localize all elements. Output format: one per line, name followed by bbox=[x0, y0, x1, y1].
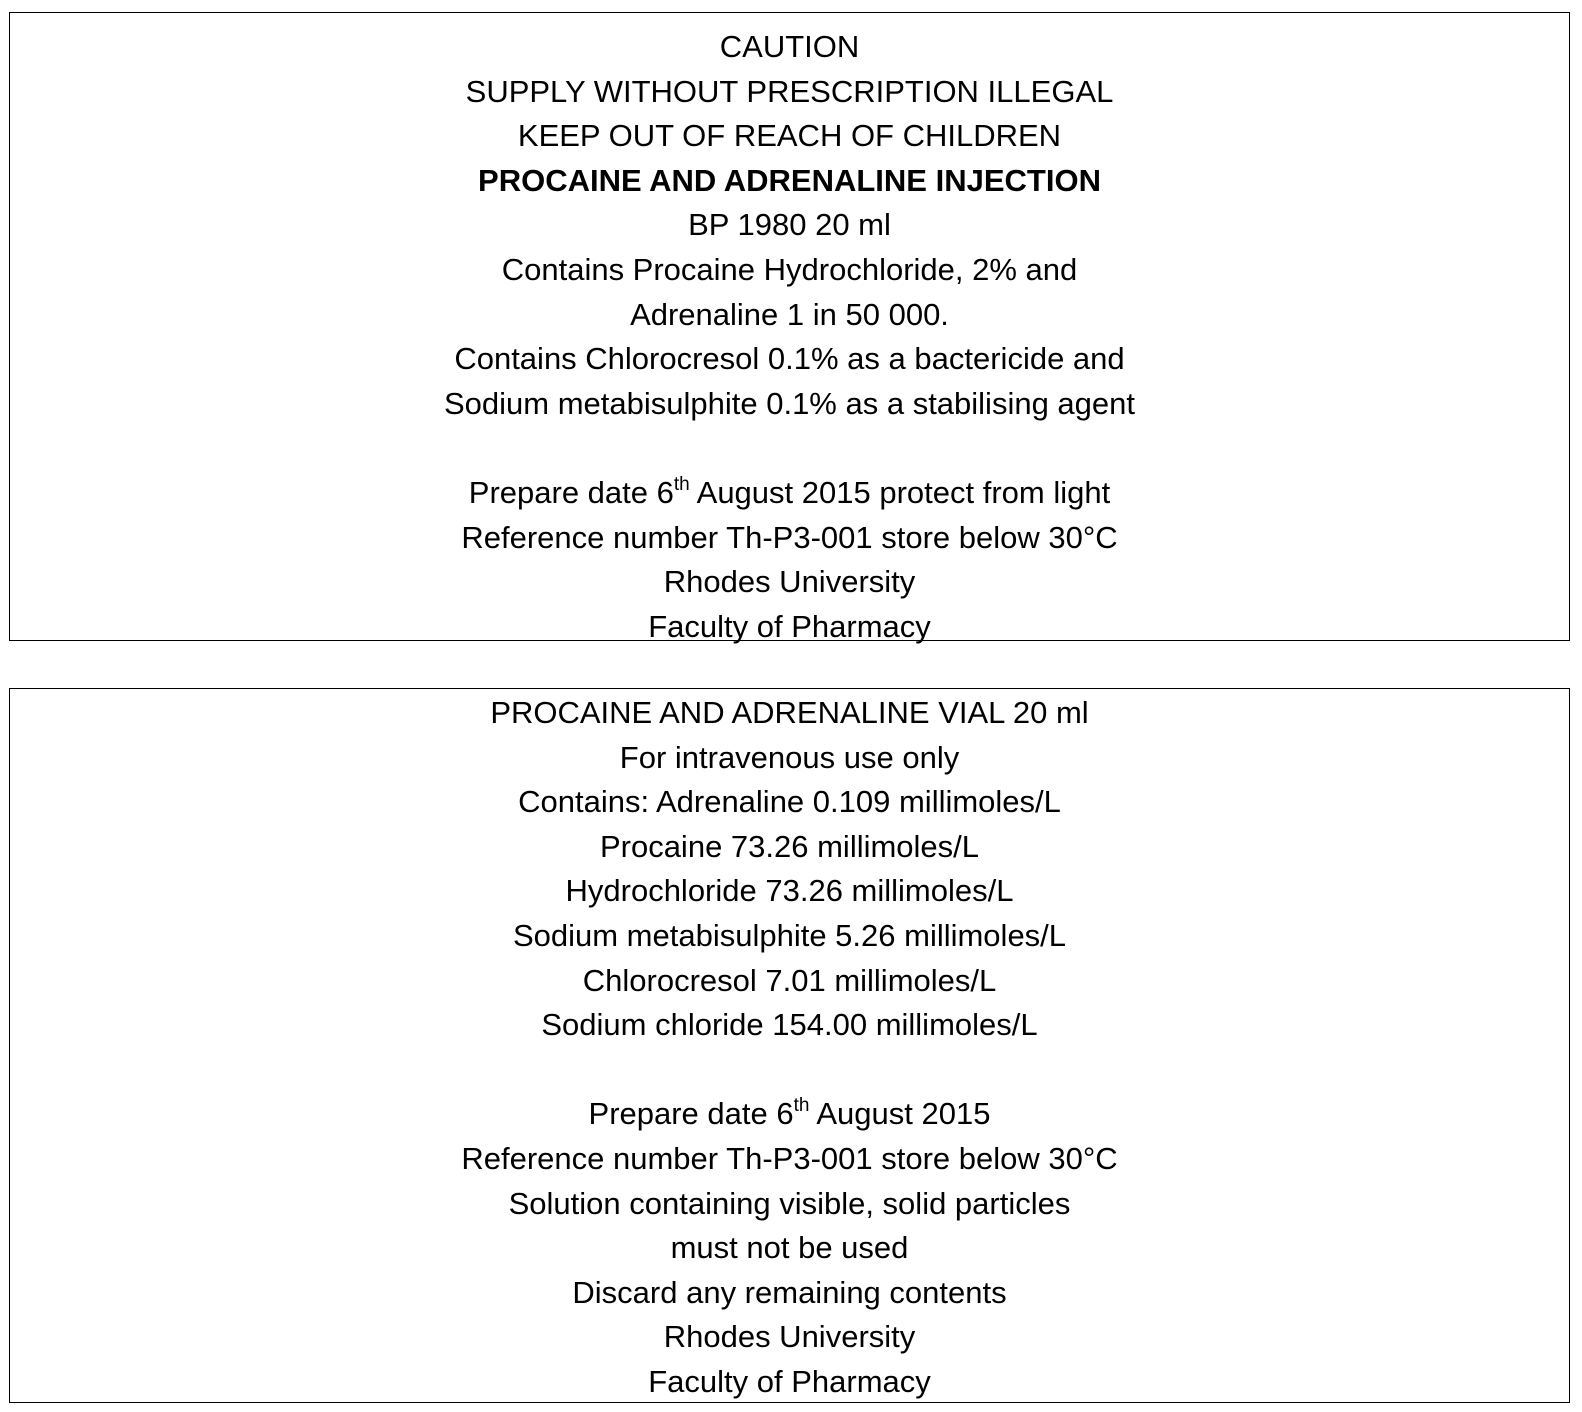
pharmacopoeia-volume: BP 1980 20 ml bbox=[688, 207, 891, 243]
vial-prepare-date bbox=[10, 1092, 1569, 1137]
children-warning: KEEP OUT OF REACH OF CHILDREN bbox=[517, 118, 1062, 154]
contains-line-1: Contains Procaine Hydrochloride, 2% and bbox=[501, 251, 1078, 287]
prepare-date-prefix: Prepare date 6 bbox=[468, 474, 674, 510]
injection-label bbox=[9, 12, 1570, 644]
composition-line: Hydrochloride 73.26 millimoles/L bbox=[565, 873, 1014, 909]
prepare-date-prefix: Prepare date 6 bbox=[588, 1096, 794, 1132]
excipients-line-1: Contains Chlorocresol 0.1% as a bactericide and bbox=[454, 341, 1125, 377]
caution-heading: CAUTION bbox=[719, 29, 860, 64]
composition-line: Chlorocresol 7.01 millimoles/L bbox=[582, 962, 997, 998]
prepare-date bbox=[10, 471, 1569, 516]
product-name: PROCAINE AND ADRENALINE INJECTION bbox=[478, 162, 1101, 198]
composition-line: Contains: Adrenaline 0.109 millimoles/L bbox=[518, 784, 1061, 820]
vial-reference-number: Reference number Th-P3-001 store below 30°C bbox=[461, 1140, 1118, 1176]
discard-instruction: Discard any remaining contents bbox=[572, 1274, 1007, 1310]
spacer bbox=[10, 426, 1569, 471]
prepare-date-ordinal: th bbox=[793, 1095, 810, 1117]
route-of-administration: For intravenous use only bbox=[619, 739, 960, 775]
excipients-line-2: Sodium metabisulphite 0.1% as a stabilising agent bbox=[443, 385, 1136, 421]
composition-line: Sodium chloride 154.00 millimoles/L bbox=[541, 1007, 1038, 1043]
particles-warning-line-1: Solution containing visible, solid particles bbox=[508, 1185, 1071, 1221]
spacer bbox=[10, 1048, 1569, 1093]
vial-institution: Rhodes University bbox=[663, 1319, 916, 1355]
prescription-warning: SUPPLY WITHOUT PRESCRIPTION ILLEGAL bbox=[465, 73, 1114, 109]
contains-line-2: Adrenaline 1 in 50 000. bbox=[630, 296, 949, 332]
vial-label bbox=[9, 688, 1570, 1403]
faculty: Faculty of Pharmacy bbox=[648, 608, 931, 644]
prepare-date-ordinal: th bbox=[673, 473, 690, 495]
vial-product-name: PROCAINE AND ADRENALINE VIAL 20 ml bbox=[490, 695, 1089, 730]
reference-number: Reference number Th-P3-001 store below 30°C bbox=[461, 519, 1118, 555]
prepare-date-suffix: August 2015 bbox=[809, 1096, 991, 1132]
vial-faculty: Faculty of Pharmacy bbox=[648, 1363, 931, 1399]
composition-line: Sodium metabisulphite 5.26 millimoles/L bbox=[512, 917, 1067, 953]
institution: Rhodes University bbox=[663, 564, 916, 600]
prepare-date-suffix: August 2015 protect from light bbox=[689, 474, 1111, 510]
composition-line: Procaine 73.26 millimoles/L bbox=[599, 828, 980, 864]
particles-warning-line-2: must not be used bbox=[670, 1230, 909, 1266]
